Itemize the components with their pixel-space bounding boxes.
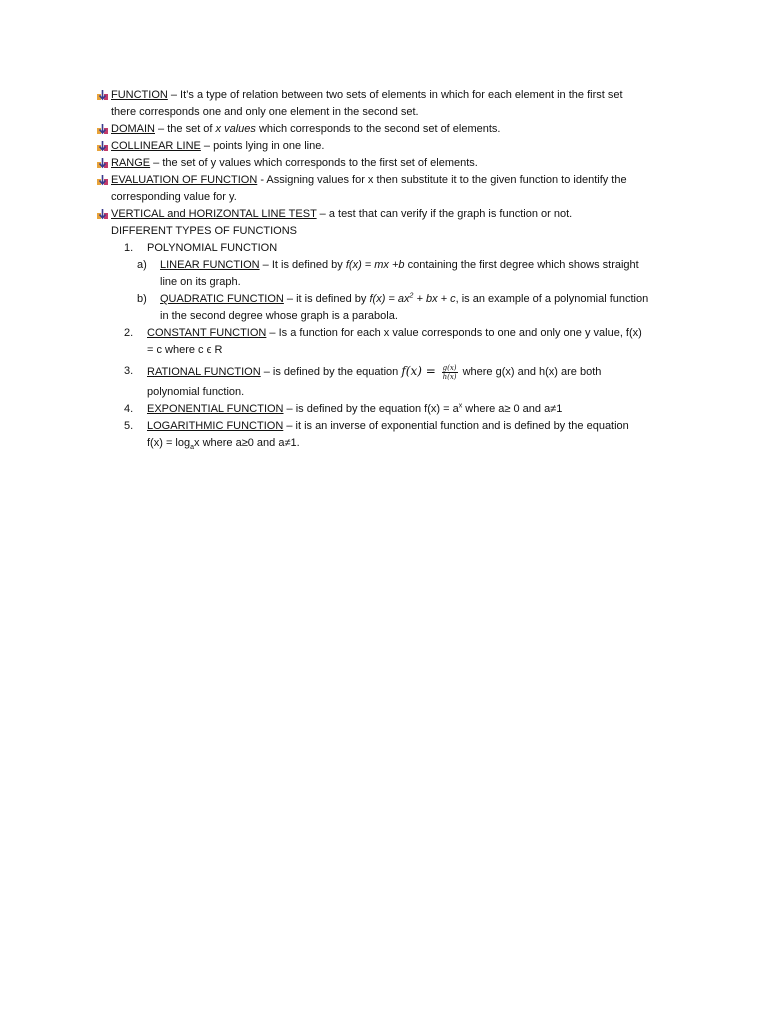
equals-sign: =	[421, 364, 440, 378]
definition-evaluation-of-function	[97, 172, 677, 206]
type-rational	[97, 359, 677, 401]
definition-text: – is defined by the equation	[260, 366, 402, 378]
types-heading: DIFFERENT TYPES OF FUNCTIONS	[111, 225, 297, 237]
definition-text: - Assigning values for x then substitute it to the given function to identify the	[257, 174, 627, 186]
quadratic-equation-part: f(x) = ax	[369, 293, 410, 305]
fraction-denominator: h(x)	[442, 372, 457, 381]
log-equation-part: f(x) = log	[147, 437, 191, 449]
definition-text: – it is an inverse of exponential function and is defined by the equation	[283, 420, 629, 432]
arrow-bullet-icon	[97, 124, 108, 135]
term-range: RANGE	[111, 157, 151, 169]
definition-text: – points lying in one line.	[200, 140, 325, 152]
arrow-bullet-icon	[97, 175, 108, 186]
arrow-bullet-icon	[97, 158, 108, 169]
arrow-bullet-icon	[97, 141, 108, 152]
definition-text: – It’s a type of relation between two sets of elements in which for each element in the first set	[167, 89, 623, 101]
definition-continuation: polynomial function.	[147, 386, 245, 398]
term-function: FUNCTION	[111, 89, 168, 101]
exponent: 2	[409, 292, 414, 300]
definition-range	[97, 155, 677, 172]
term-exponential-function: EXPONENTIAL FUNCTION	[147, 403, 284, 415]
log-equation-part: x where a≥0 and a≠1.	[194, 437, 300, 449]
list-letter: b)	[137, 293, 147, 305]
term-collinear-line: COLLINEAR LINE	[111, 140, 201, 152]
linear-equation: f(x) = mx +b	[345, 259, 405, 271]
list-number: 5.	[124, 420, 134, 432]
log-base: a	[190, 444, 195, 452]
definition-text: – Is a function for each x value corresponds to one and only one y value, f(x)	[266, 327, 642, 339]
definition-domain	[97, 121, 677, 138]
term-domain: DOMAIN	[111, 123, 155, 135]
term-line-test: VERTICAL and HORIZONTAL LINE TEST	[111, 208, 317, 220]
term-rational-function: RATIONAL FUNCTION	[147, 366, 261, 378]
definition-text: – the set of y values which corresponds to the first set of elements.	[150, 157, 478, 169]
definition-text: containing the first degree which shows straight	[404, 259, 639, 271]
rational-fx: f(x)	[401, 364, 422, 378]
definition-continuation: corresponding value for y.	[111, 191, 237, 203]
quadratic-equation-part: + bx + c	[413, 293, 456, 305]
exponent: x	[458, 402, 463, 410]
definition-function	[97, 87, 677, 121]
definition-text: – is defined by the equation f(x) = a	[283, 403, 459, 415]
type-linear	[97, 257, 677, 291]
definition-collinear-line	[97, 138, 677, 155]
definition-text: – a test that can verify if the graph is function or not.	[316, 208, 573, 220]
term-constant-function: CONSTANT FUNCTION	[147, 327, 267, 339]
definition-text: where g(x) and h(x) are both	[459, 366, 602, 378]
type-logarithmic	[97, 418, 677, 452]
document-content	[97, 87, 677, 452]
definition-text: – It is defined by	[259, 259, 346, 271]
type-quadratic	[97, 291, 677, 325]
definition-text: – the set of	[155, 123, 216, 135]
term-evaluation-of-function: EVALUATION OF FUNCTION	[111, 174, 258, 186]
rational-fraction	[442, 364, 458, 381]
type-label: POLYNOMIAL FUNCTION	[147, 242, 278, 254]
list-number: 1.	[124, 242, 134, 254]
definition-text: where a≥ 0 and a≠1	[462, 403, 563, 415]
definition-text: – it is defined by	[283, 293, 370, 305]
definition-continuation: in the second degree whose graph is a parabola.	[160, 310, 398, 322]
definition-continuation: there corresponds one and only one element in the second set.	[111, 106, 419, 118]
definition-continuation: = c where c ϵ R	[147, 344, 223, 356]
fraction-numerator: g(x)	[442, 363, 457, 372]
definition-continuation: line on its graph.	[160, 276, 241, 288]
definition-text: which corresponds to the second set of elements.	[255, 123, 501, 135]
list-letter: a)	[137, 259, 147, 271]
type-exponential	[97, 401, 677, 418]
list-number: 4.	[124, 403, 134, 415]
type-polynomial	[97, 240, 677, 257]
term-logarithmic-function: LOGARITHMIC FUNCTION	[147, 420, 284, 432]
term-quadratic-function: QUADRATIC FUNCTION	[160, 293, 284, 305]
list-number: 3.	[124, 365, 134, 377]
arrow-bullet-icon	[97, 90, 108, 101]
definition-text: , is an example of a polynomial function	[455, 293, 649, 305]
type-constant	[97, 325, 677, 359]
definition-line-test	[97, 206, 677, 223]
list-number: 2.	[124, 327, 134, 339]
arrow-bullet-icon	[97, 209, 108, 220]
definition-emphasis: x values	[215, 123, 256, 135]
term-linear-function: LINEAR FUNCTION	[160, 259, 260, 271]
